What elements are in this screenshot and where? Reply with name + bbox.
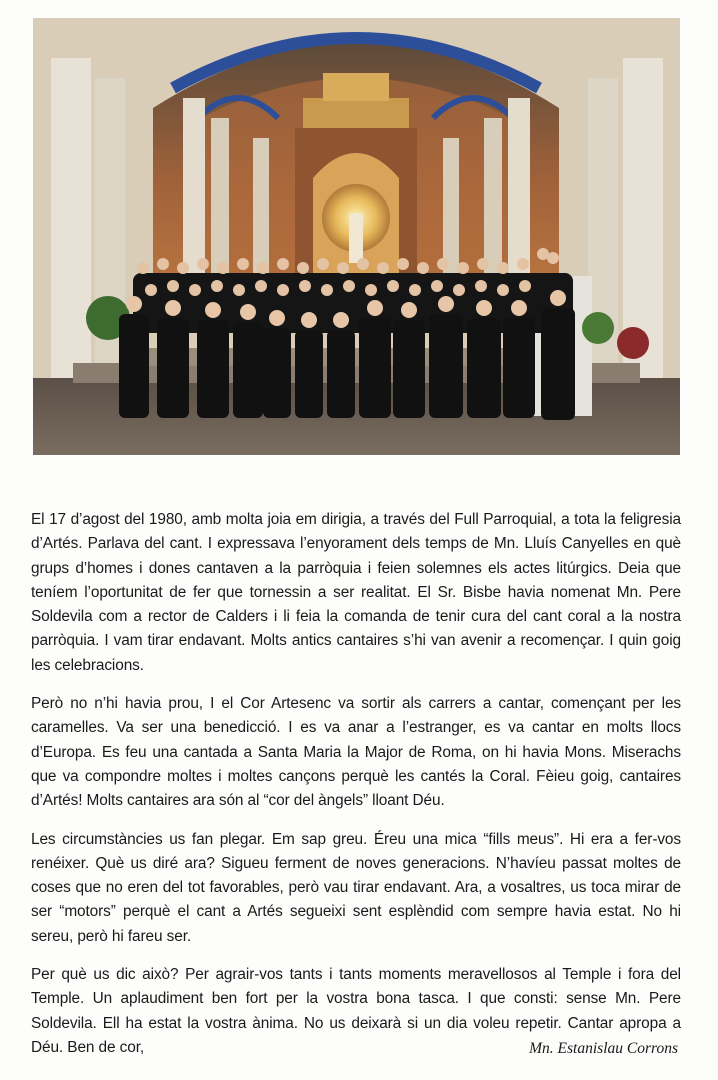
signature: Mn. Estanislau Corrons — [529, 1040, 678, 1057]
letter-body — [31, 508, 681, 1074]
paragraph-4: Per què us dic això? Per agrair-vos tants i tants moments meravellosos al Temple i fora del Temple. Un aplaudiment ben fort per la vostra bona tasca. I que consti: sense Mn. Pere Soldevila. Ell ha estat la vostra ànima. No us deixarà si un dia voleu repetir. Cantar apropa a Déu. Ben de cor, — [31, 966, 681, 1056]
paragraph-3: Les circumstàncies us fan plegar. Em sap greu. Éreu una mica “fills meus”. Hi era a fer-vos renéixer. Què us diré ara? Sigueu ferment de noves generacions. N’havíeu passat moltes de coses que no eren del tot favorables, però vau tirar endavant. Ara, a vosaltres, us toca mirar de ser “motors” perquè el cant a Artés segueixi sent esplèndid com sempre havia estat. No hi sereu, però hi fareu ser. — [31, 830, 681, 945]
paragraph-1: El 17 d’agost del 1980, amb molta joia em dirigia, a través del Full Parroquial, a tota la feligresia d’Artés. Parlava del cant. I expressava l’enyorament dels temps de Mn. Lluís Canyelles en què grups d’homes i dones cantaven a la parròquia i feien solemnes els actes litúrgics. Deia que teníem l’oportunitat de fer que tornessin a ser realitat. El Sr. Bisbe havia nomenat Mn. Pere Soldevila com a rector de Calders i li feia la comanda de tenir cura del cant coral a la nostra parròquia. I vam tirar endavant. Molts antics cantaires s’hi van avenir a recomençar. I quin goig les celebracions. — [31, 511, 681, 674]
paragraph-2: Però no n’hi havia prou, I el Cor Artesenc va sortir als carrers a cantar, començant per les caramelles. Va ser una benedicció. I es va anar a l’estranger, es va cantar en molts llocs d’Europa. Es feu una cantada a Santa Maria la Major de Roma, on hi havia Mons. Miserachs que va compondre moltes i moltes cançons perquè les cantés la Coral. Fèieu goig, cantaires d’Artés! Molts cantaires ara són al “cor del àngels” lloant Déu. — [31, 695, 681, 810]
choir-photo — [33, 18, 680, 455]
